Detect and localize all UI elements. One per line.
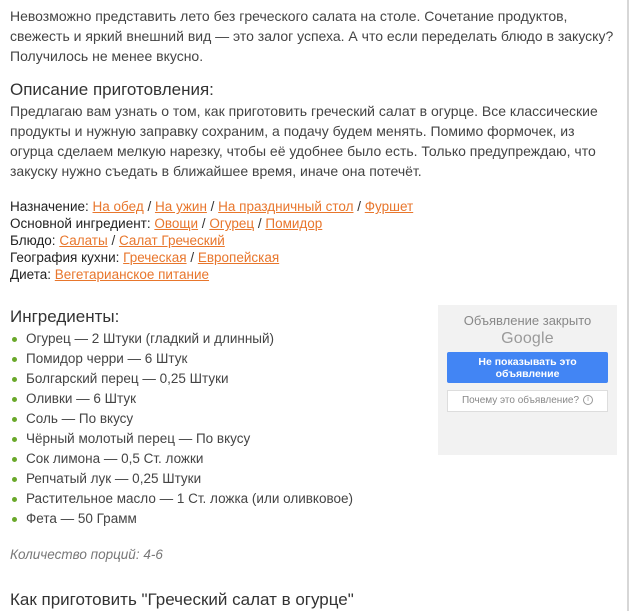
meta-link-lunch[interactable]: На обед — [92, 199, 144, 214]
list-item — [10, 349, 353, 369]
bullet-icon — [12, 397, 17, 402]
meta-link-vegetables[interactable]: Овощи — [154, 216, 199, 231]
ingredient-text: Растительное масло — 1 Ст. ложка (или оливковое) — [26, 491, 354, 506]
ingredient-text: Огурец — 2 Штуки (гладкий и длинный) — [26, 331, 275, 346]
meta-main-ingredient: Основной ингредиент: Овощи / Огурец / Помидор — [10, 216, 323, 231]
meta-link-salads[interactable]: Салаты — [59, 233, 108, 248]
meta-dish-label: Блюдо: — [10, 233, 60, 248]
meta-link-dinner[interactable]: На ужин — [154, 199, 207, 214]
servings-count: Количество порций: 4-6 — [10, 547, 163, 562]
hide-ad-button[interactable]: Не показывать это объявление — [447, 352, 608, 383]
description-heading: Описание приготовления: — [10, 80, 214, 99]
bullet-icon — [12, 377, 17, 382]
how-to-heading: Как приготовить "Греческий салат в огурце" — [10, 590, 354, 609]
ingredient-text: Соль — По вкусу — [26, 411, 134, 426]
meta-link-holiday[interactable]: На праздничный стол — [218, 199, 354, 214]
list-item — [10, 329, 353, 349]
bullet-icon — [12, 517, 17, 522]
bullet-icon — [12, 437, 17, 442]
list-item — [10, 429, 353, 449]
meta-link-vegetarian[interactable]: Вегетарианское питание — [54, 267, 210, 282]
ad-closed-panel — [438, 305, 617, 455]
list-item — [10, 489, 353, 509]
why-ad-label: Почему это объявление? — [461, 395, 580, 406]
bullet-icon — [12, 337, 17, 342]
description-text: Предлагаю вам узнать о том, как приготовить греческий салат в огурце. Все классические продукты и нужную заправку сохраним, а подачу будем менять. Помимо формочек, из огурца сделаем мелкую нарезку, чтобы её удобнее было есть. Только предупреждаю, что закуску нужно съедать в ближайшее время, иначе она потечёт. — [10, 103, 598, 179]
bullet-icon — [12, 357, 17, 362]
recipe-meta — [10, 198, 413, 283]
bullet-icon — [12, 477, 17, 482]
ingredient-text: Чёрный молотый перец — По вкусу — [26, 431, 251, 446]
ad-title: Объявление закрыто — [463, 313, 592, 328]
list-item — [10, 449, 353, 469]
ingredient-text: Болгарский перец — 0,25 Штуки — [26, 371, 229, 386]
ingredient-text: Фета — 50 Грамм — [26, 511, 137, 526]
meta-link-buffet[interactable]: Фуршет — [364, 199, 414, 214]
list-item — [10, 509, 353, 529]
bullet-icon — [12, 457, 17, 462]
meta-link-greek[interactable]: Греческая — [123, 250, 187, 265]
info-icon: i — [583, 395, 593, 405]
meta-diet-label: Диета: — [10, 267, 55, 282]
intro-paragraph: Невозможно представить лето без греческого салата на столе. Сочетание продуктов, свежесть и яркий внешний вид — это залог успеха. А что если переделать блюдо в закуску? Получилось не менее вкусно. — [10, 8, 614, 64]
google-logo: Google — [501, 330, 554, 347]
bullet-icon — [12, 417, 17, 422]
list-item — [10, 369, 353, 389]
meta-diet — [10, 266, 413, 283]
ingredients-list — [10, 329, 353, 529]
ingredient-text: Репчатый лук — 0,25 Штуки — [26, 471, 202, 486]
list-item — [10, 469, 353, 489]
meta-purpose-label: Назначение: — [10, 199, 93, 214]
ingredient-text: Помидор черри — 6 Штук — [26, 351, 188, 366]
meta-link-tomato[interactable]: Помидор — [265, 216, 323, 231]
bullet-icon — [12, 497, 17, 502]
list-item — [10, 389, 353, 409]
meta-cuisine-label: География кухни: — [10, 250, 124, 265]
meta-link-european[interactable]: Европейская — [197, 250, 280, 265]
ingredient-text: Оливки — 6 Штук — [26, 391, 137, 406]
ingredients-heading: Ингредиенты: — [10, 307, 120, 326]
meta-dish: Блюдо: Салаты / Салат Греческий — [10, 233, 225, 248]
ingredient-text: Сок лимона — 0,5 Ст. ложки — [26, 451, 204, 466]
page-border — [627, 0, 629, 611]
meta-cuisine: География кухни: Греческая / Европейская — [10, 250, 280, 265]
meta-main-ingredient-label: Основной ингредиент: — [10, 216, 155, 231]
list-item — [10, 409, 353, 429]
meta-link-greek-salad[interactable]: Салат Греческий — [118, 233, 225, 248]
why-ad-button[interactable] — [447, 390, 608, 412]
meta-purpose: Назначение: На обед / На ужин / На праздничный стол / Фуршет — [10, 199, 414, 214]
meta-link-cucumber[interactable]: Огурец — [209, 216, 255, 231]
